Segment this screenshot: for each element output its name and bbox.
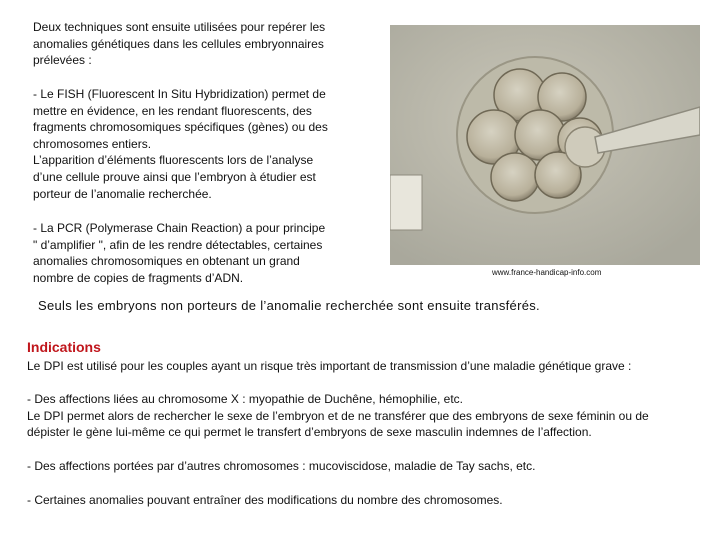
photo-caption: www.france-handicap-info.com: [492, 268, 602, 277]
text-line: " d’amplifier ", afin de les rendre détectables, certaines: [33, 237, 323, 252]
indications-other: - Des affections portées par d’autres chromosomes : mucoviscidose, maladie de Tay sachs, etc.: [27, 459, 536, 473]
indications-heading: Indications: [27, 339, 101, 355]
text-line: - La PCR (Polymerase Chain Reaction) a pour principe: [33, 221, 326, 235]
text-line: anomalies chromosomiques en obtenant un grand: [33, 254, 300, 269]
embryo-biopsy-photo: [390, 25, 700, 265]
indications-intro: Le DPI est utilisé pour les couples ayant un risque très important de transmission d’une maladie génétique grave :: [27, 359, 632, 373]
text-line: L’apparition d’éléments fluorescents lors de l’analyse: [33, 153, 314, 168]
indications-chromosome-number: - Certaines anomalies pouvant entraîner des modifications du nombre des chromosomes.: [27, 493, 503, 507]
text-line: porteur de l’anomalie recherchée.: [33, 186, 212, 201]
text-line: - Des affections liées au chromosome X : myopathie de Duchêne, hémophilie, etc.: [27, 392, 464, 406]
text-line: chromosomes entiers.: [33, 136, 152, 151]
text-line: d’une cellule prouve ainsi que l’embryon à étudier est: [33, 169, 316, 184]
pcr-paragraph: [33, 220, 325, 286]
transfer-statement: Seuls les embryons non porteurs de l’anomalie recherchée sont ensuite transférés.: [38, 298, 540, 313]
text-line: Le DPI permet alors de rechercher le sexe de l’embryon et de ne transférer que des embryons de sexe féminin ou de: [27, 408, 649, 423]
fish-paragraph: [33, 86, 328, 202]
text-line: - Le FISH (Fluorescent In Situ Hybridization) permet de: [33, 87, 326, 101]
text-line: Deux techniques sont ensuite utilisées pour repérer les: [33, 20, 326, 34]
text-line: nombre de copies de fragments d’ADN.: [33, 270, 244, 285]
text-line: prélevées :: [33, 53, 92, 68]
indications-x-linked: [27, 391, 649, 441]
text-line: dépister le gène lui-même ce qui permet le transfert d’embryons de sexe masculin indemnes de l’affection.: [27, 425, 592, 440]
intro-paragraph: [33, 19, 325, 69]
text-line: anomalies génétiques dans les cellules embryonnaires: [33, 36, 324, 51]
text-line: mettre en évidence, en les rendant fluorescents, des: [33, 103, 312, 118]
text-line: fragments chromosomiques spécifiques (gènes) ou des: [33, 120, 328, 135]
